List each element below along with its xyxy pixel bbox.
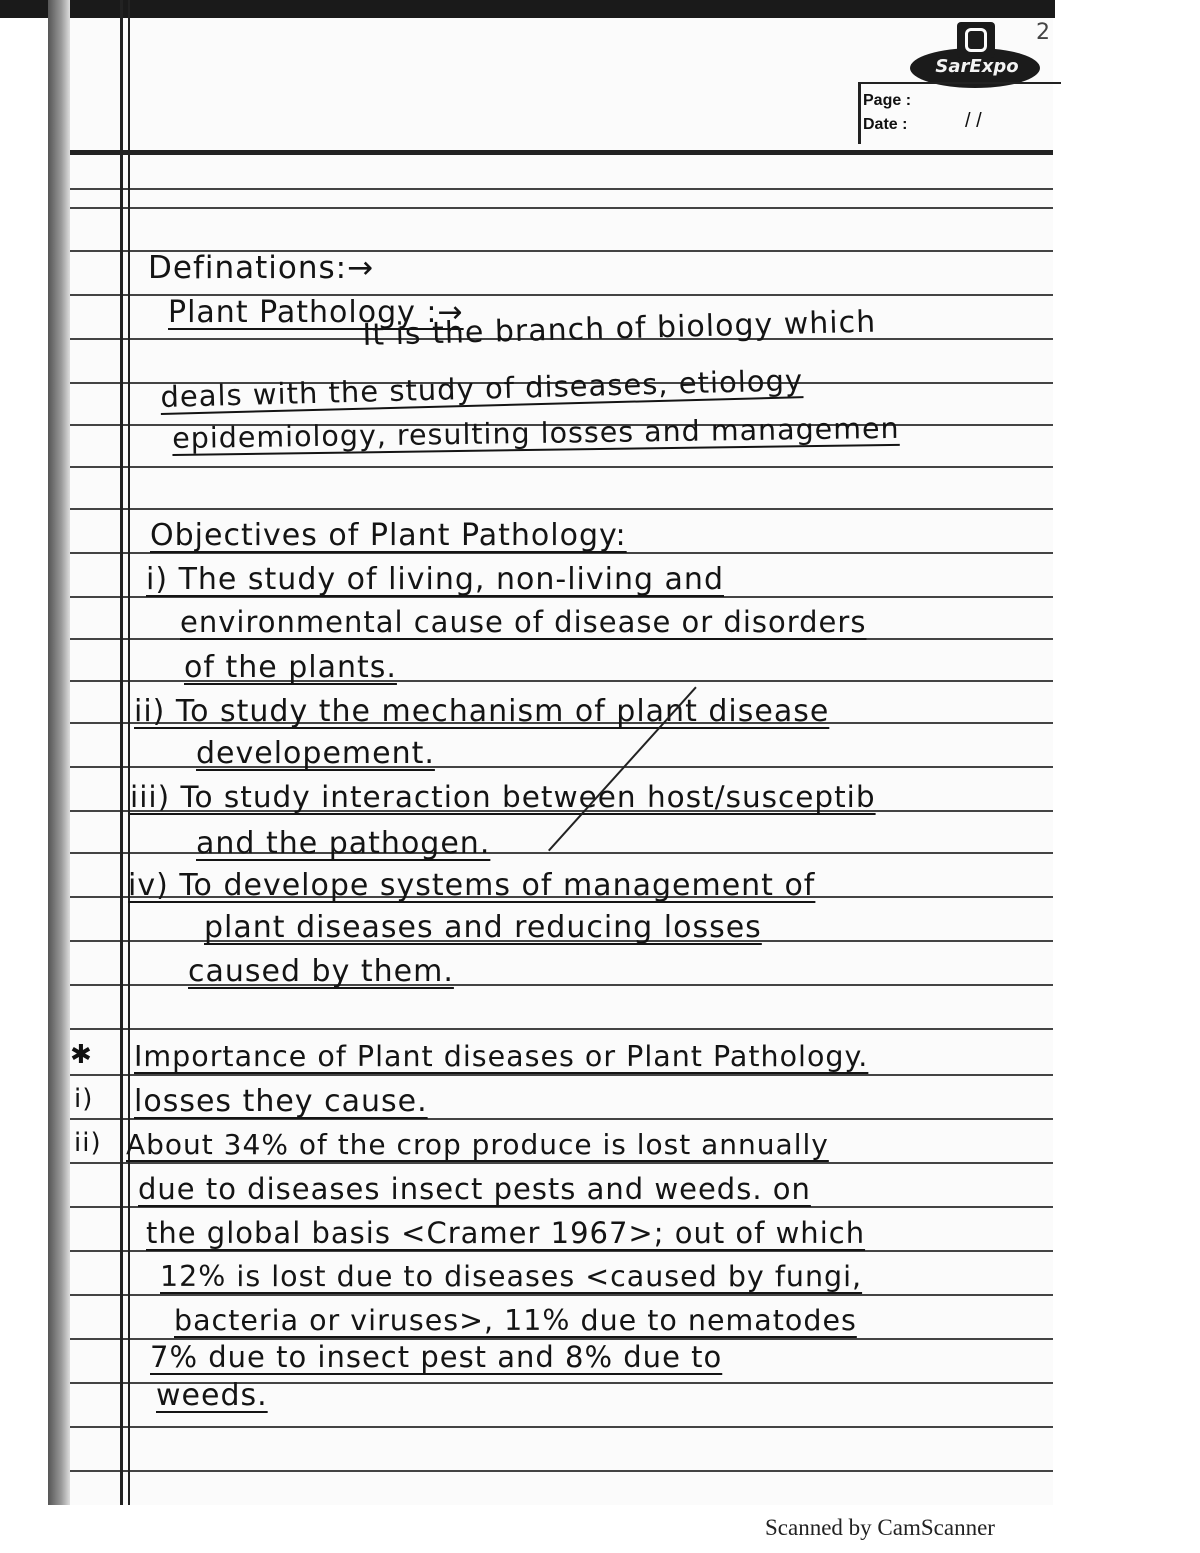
ruled-line [48, 1162, 1053, 1164]
importance-line: losses they cause. [134, 1084, 428, 1119]
objective-line: developement. [196, 736, 435, 771]
page-number: 2 [1036, 20, 1050, 45]
ruled-line [48, 1028, 1053, 1030]
ruled-line [48, 188, 1053, 190]
brand-logo-text: SarExpo [935, 56, 1019, 77]
scan-left-edge [48, 0, 70, 1505]
page-label: Page : [863, 92, 912, 109]
objective-line: and the pathogen. [196, 826, 491, 861]
date-label: Date : [863, 116, 908, 133]
importance-line: About 34% of the crop produce is lost annually [126, 1128, 829, 1161]
definition-line: It is the branch of biology which [362, 304, 877, 353]
ruled-line [48, 1074, 1053, 1076]
date-value: / / [965, 110, 982, 132]
importance-line: bacteria or viruses>, 11% due to nematodes [174, 1304, 857, 1337]
objectives-heading: Objectives of Plant Pathology: [150, 518, 627, 553]
ruled-line [48, 1426, 1053, 1428]
scanner-watermark: Scanned by CamScanner [765, 1515, 995, 1540]
ruled-line [48, 1250, 1053, 1252]
ruled-line [48, 466, 1053, 468]
importance-line: 7% due to insect pest and 8% due to [150, 1340, 723, 1374]
scan-top-edge [0, 0, 1055, 18]
brand-logo-icon [957, 22, 995, 58]
objective-line: caused by them. [188, 954, 454, 989]
objective-line: of the plants. [184, 650, 397, 685]
importance-line: weeds. [156, 1378, 268, 1413]
objective-line: iv) To develope systems of management of [128, 868, 816, 903]
definitions-heading: Definations:→ [148, 250, 375, 286]
definition-line: deals with the study of diseases, etiology [160, 363, 804, 414]
ruled-line [48, 508, 1053, 510]
ruled-line [48, 1206, 1053, 1208]
importance-line: due to diseases insect pests and weeds. on [138, 1172, 811, 1206]
ruled-line [48, 1470, 1053, 1472]
margin-line [120, 0, 123, 1505]
ruled-line [48, 1294, 1053, 1296]
importance-line: the global basis <Cramer 1967>; out of which [146, 1216, 866, 1250]
ruled-line [48, 207, 1053, 209]
definition-term: Plant Pathology :→ [168, 295, 464, 330]
margin-line [128, 0, 130, 1505]
item-number: ii) [74, 1128, 102, 1158]
header-rule [48, 150, 1053, 155]
item-number: i) [74, 1084, 94, 1114]
objective-line: ii) To study the mechanism of plant disease [134, 694, 830, 729]
star-bullet: ✱ [70, 1040, 92, 1070]
definition-line: epidemiology, resulting losses and managemen [172, 411, 900, 455]
importance-heading: Importance of Plant diseases or Plant Pathology. [134, 1040, 869, 1073]
objective-line: iii) To study interaction between host/susceptib [130, 780, 876, 814]
objective-line: plant diseases and reducing losses [204, 910, 762, 945]
objective-line: i) The study of living, non-living and [146, 562, 724, 597]
objective-line: environmental cause of disease or disorders [180, 605, 867, 639]
importance-line: 12% is lost due to diseases <caused by fungi, [160, 1260, 863, 1293]
